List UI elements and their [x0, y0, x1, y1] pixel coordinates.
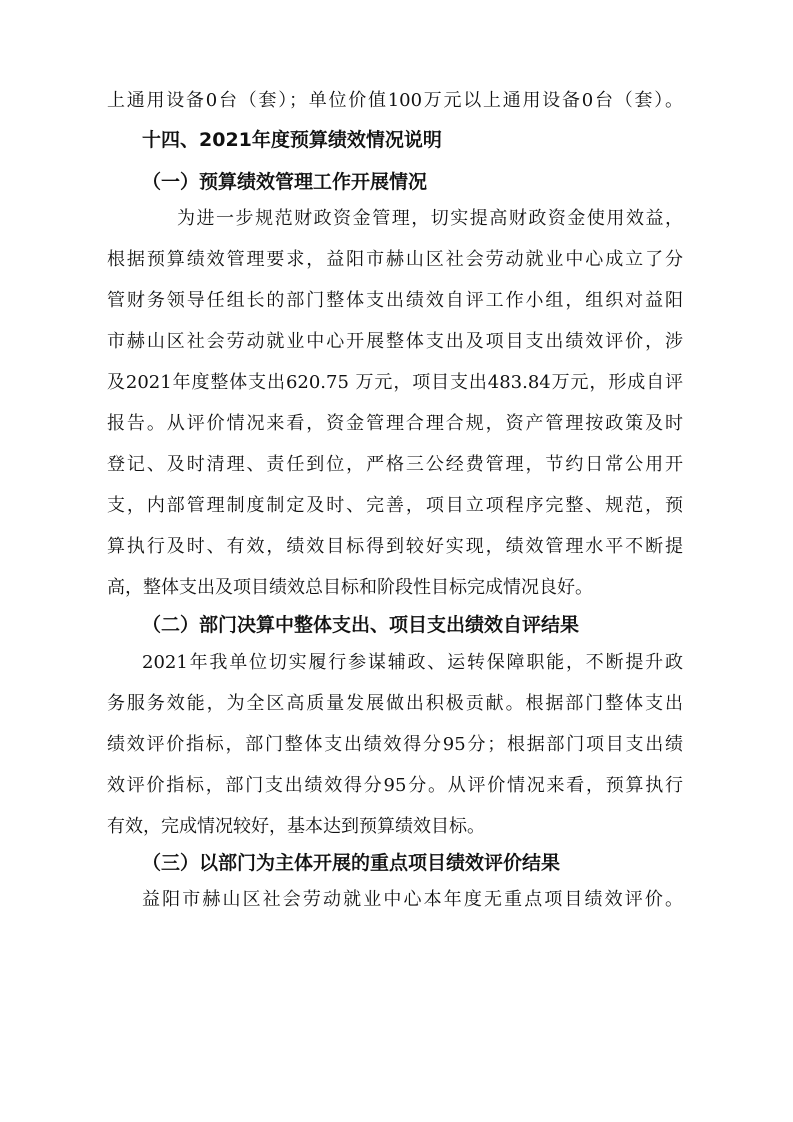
paragraph-2-line: 2021年我单位切实履行参谋辅政、运转保障职能，不断提升政 — [142, 652, 683, 673]
paragraph-1-line: 为进一步规范财政资金管理，切实提高财政资金使用效益， — [177, 208, 683, 229]
paragraph-2-line: 效评价指标，部门支出绩效得分95分。从评价情况来看，预算执行 — [107, 775, 683, 796]
paragraph-1-line: 及2021年度整体支出620.75 万元，项目支出483.84万元，形成自评 — [107, 372, 683, 393]
paragraph-2-line: 绩效评价指标，部门整体支出绩效得分95分；根据部门项目支出绩 — [107, 734, 683, 755]
paragraph-1-line: 管财务领导任组长的部门整体支出绩效自评工作小组，组织对益阳 — [107, 290, 683, 311]
paragraph-3-line: 益阳市赫山区社会劳动就业中心本年度无重点项目绩效评价。 — [142, 889, 683, 910]
section-heading: 十四、2021年度预算绩效情况说明 — [142, 129, 442, 151]
subsection-heading-3: （三）以部门为主体开展的重点项目绩效评价结果 — [142, 852, 561, 874]
paragraph-2-line: 务服务效能，为全区高质量发展做出积极贡献。根据部门整体支出 — [107, 693, 683, 714]
paragraph-1-line: 根据预算绩效管理要求，益阳市赫山区社会劳动就业中心成立了分 — [107, 249, 683, 270]
subsection-heading-2: （二）部门决算中整体支出、项目支出绩效自评结果 — [142, 614, 580, 636]
paragraph-1-line: 支，内部管理制度制定及时、完善，项目立项程序完整、规范，预 — [107, 495, 683, 516]
paragraph-1-line: 报告。从评价情况来看，资金管理合理合规，资产管理按政策及时 — [107, 413, 683, 434]
paragraph-2-line: 有效，完成情况较好，基本达到预算绩效目标。 — [107, 816, 485, 837]
paragraph-1-line: 高，整体支出及项目绩效总目标和阶段性目标完成情况良好。 — [107, 577, 593, 598]
paragraph-1-line: 市赫山区社会劳动就业中心开展整体支出及项目支出绩效评价，涉 — [107, 331, 683, 352]
intro-line: 上通用设备0台（套）；单位价值100万元以上通用设备0台（套）。 — [107, 90, 683, 111]
paragraph-1-line: 算执行及时、有效，绩效目标得到较好实现，绩效管理水平不断提 — [107, 536, 683, 557]
subsection-heading-1: （一）预算绩效管理工作开展情况 — [142, 171, 428, 193]
paragraph-1-line: 登记、及时清理、责任到位，严格三公经费管理，节约日常公用开 — [107, 454, 683, 475]
